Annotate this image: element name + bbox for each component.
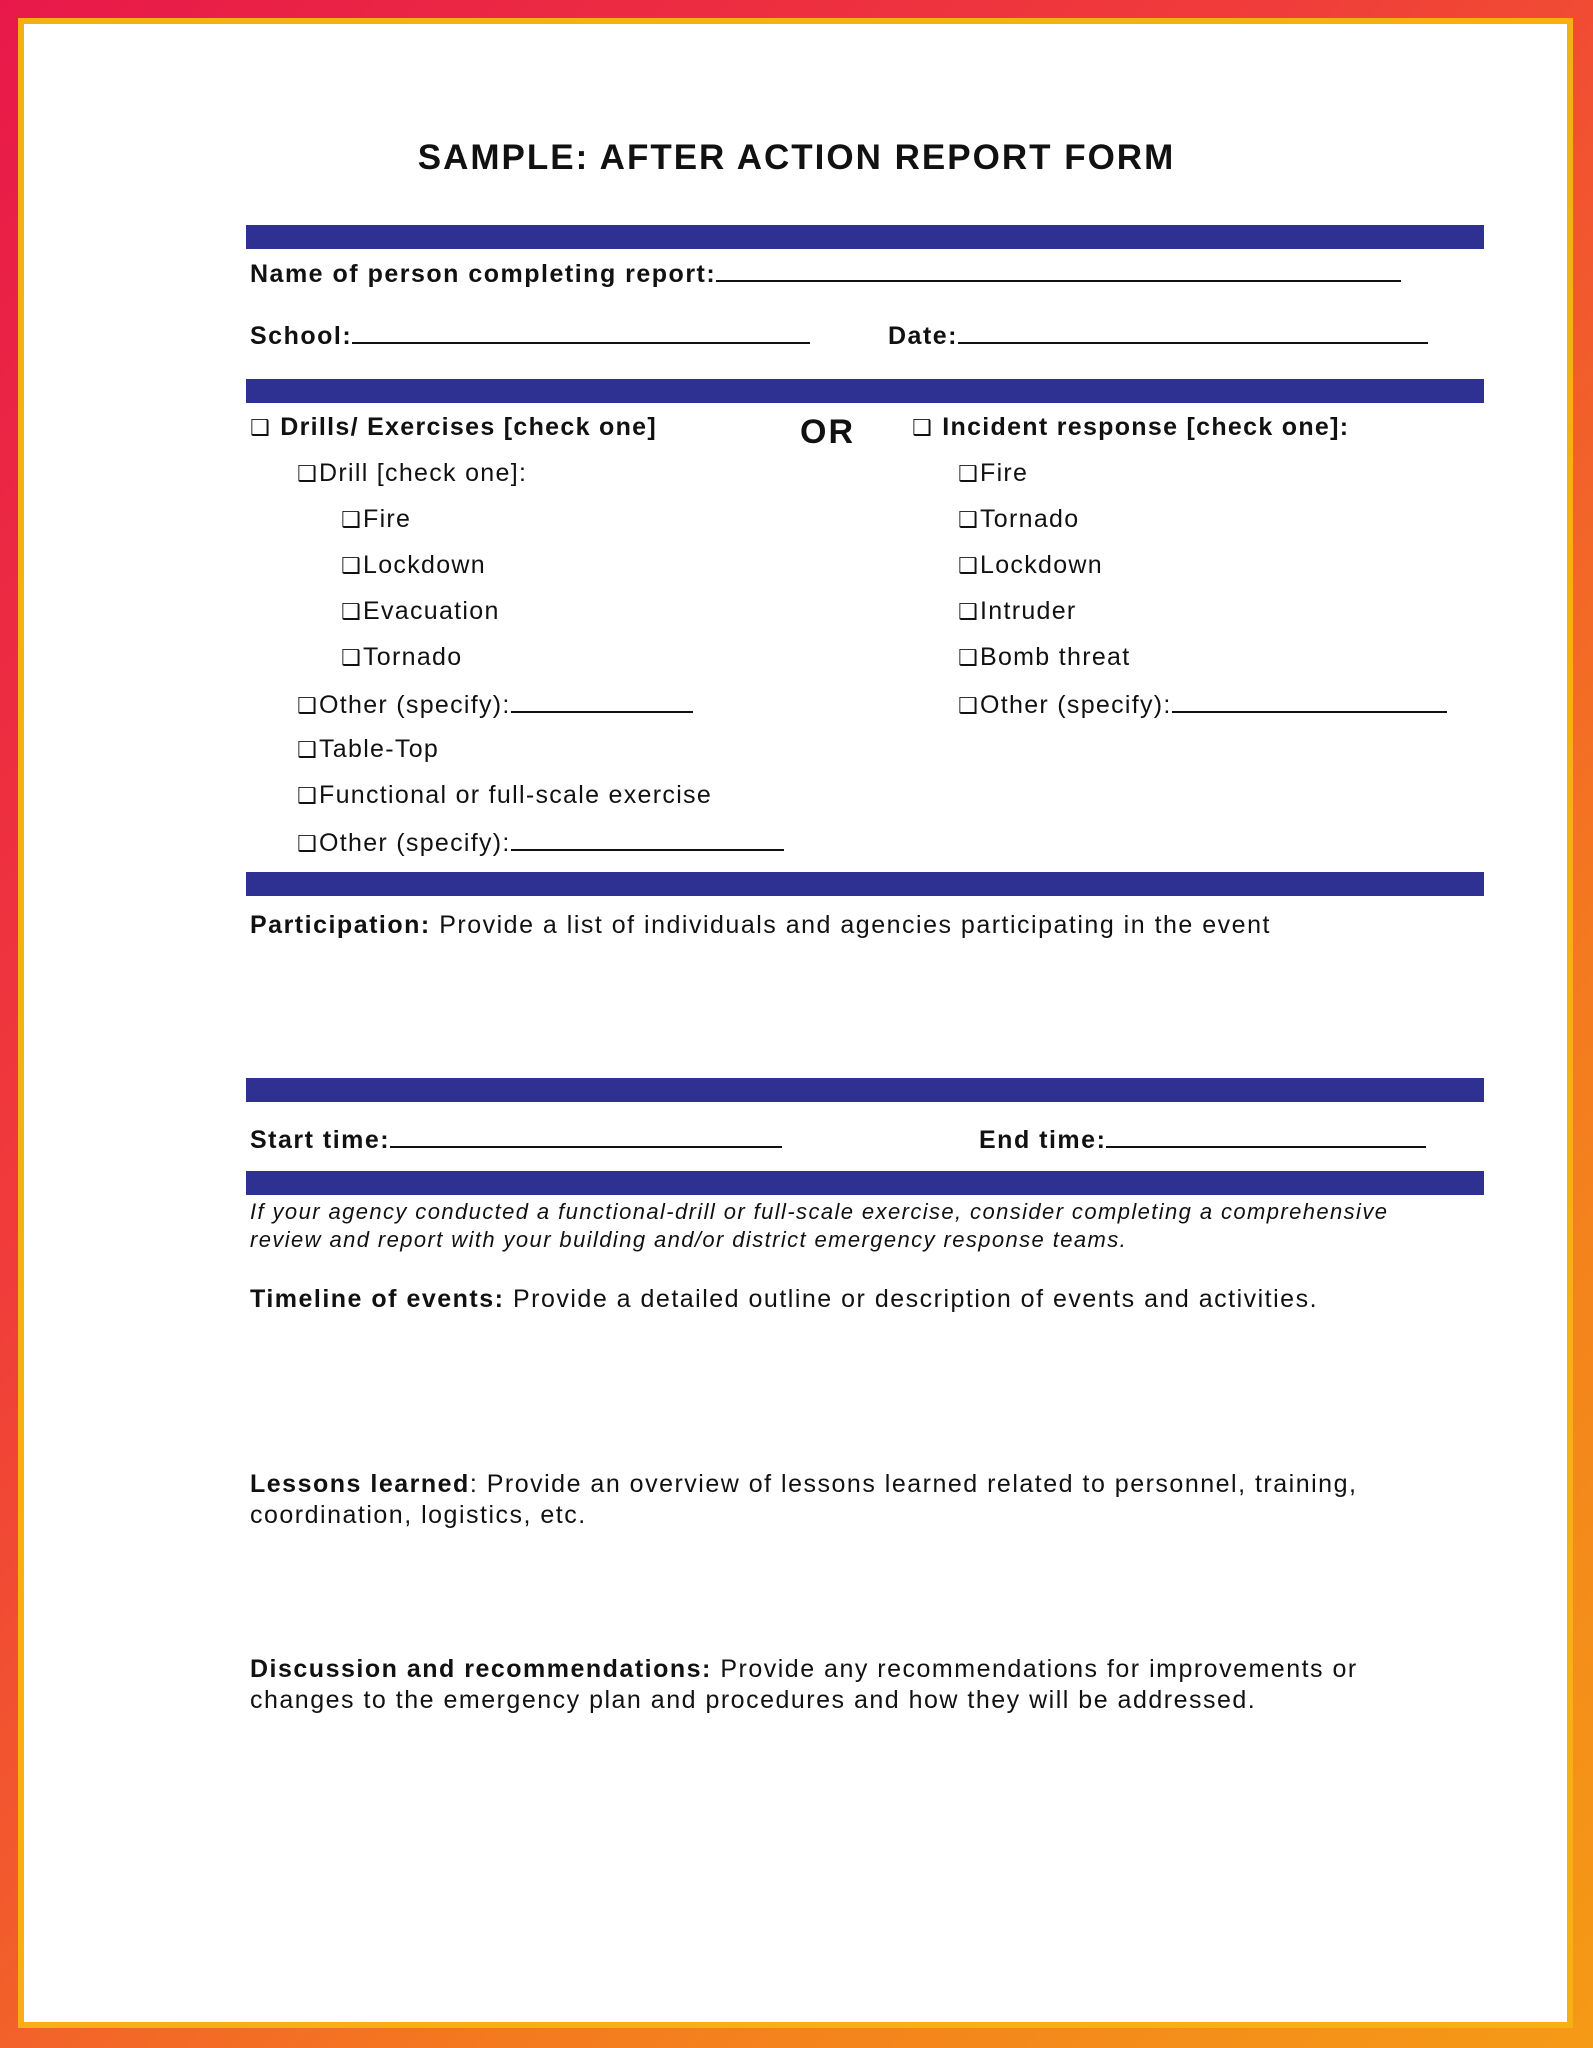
checkbox-icon[interactable]: ❑ xyxy=(958,461,980,486)
tabletop-option[interactable]: ❑Table-Top xyxy=(297,735,440,763)
drills-heading: Drills/ Exercises [check one] xyxy=(280,413,658,441)
checkbox-icon[interactable]: ❑ xyxy=(958,599,980,624)
start-time-input[interactable] xyxy=(390,1124,782,1148)
drill-option[interactable]: ❑Drill [check one]: xyxy=(297,459,528,487)
timeline-label: Timeline of events: xyxy=(250,1285,505,1313)
section-divider xyxy=(246,1171,1484,1195)
end-time-label: End time: xyxy=(979,1126,1107,1154)
incident-bomb-option[interactable]: ❑Bomb threat xyxy=(958,643,1131,671)
timeline-text: Provide a detailed outline or description of events and activities. xyxy=(512,1285,1319,1313)
school-label: School: xyxy=(250,322,353,350)
drill-fire-option[interactable]: ❑Fire xyxy=(341,505,412,533)
checkbox-icon[interactable]: ❑ xyxy=(297,783,319,808)
drill-other-option[interactable]: ❑Other (specify): xyxy=(297,689,693,720)
incident-tornado-option[interactable]: ❑Tornado xyxy=(958,505,1080,533)
end-time-row xyxy=(979,1124,1426,1155)
drill-other-input[interactable] xyxy=(511,689,693,713)
discussion-text-1: Provide any recommendations for improvements or xyxy=(720,1655,1358,1683)
participation-input-area[interactable] xyxy=(250,955,1480,1073)
checkbox-icon[interactable]: ❑ xyxy=(958,507,980,532)
checkbox-icon[interactable]: ❑ xyxy=(912,415,934,440)
checkbox-icon[interactable]: ❑ xyxy=(341,599,363,624)
name-field-row xyxy=(250,258,1401,289)
date-label: Date: xyxy=(888,322,959,350)
section-divider xyxy=(246,379,1484,403)
drill-tornado-option[interactable]: ❑Tornado xyxy=(341,643,463,671)
drill-lockdown-option[interactable]: ❑Lockdown xyxy=(341,551,486,579)
school-input[interactable] xyxy=(352,320,810,344)
participation-row xyxy=(250,911,1271,940)
incident-fire-option[interactable]: ❑Fire xyxy=(958,459,1029,487)
lessons-input-area[interactable] xyxy=(250,1540,1480,1640)
lessons-text-1: : Provide an overview of lessons learned related to personnel, training, xyxy=(469,1470,1358,1498)
lessons-text-2: coordination, logistics, etc. xyxy=(250,1501,587,1529)
incident-other-option[interactable]: ❑Other (specify): xyxy=(958,689,1447,720)
date-field-row xyxy=(888,320,1428,351)
timeline-row xyxy=(250,1285,1318,1314)
participation-text: Provide a list of individuals and agencies participating in the event xyxy=(439,911,1271,939)
school-field-row xyxy=(250,320,810,351)
timeline-input-area[interactable] xyxy=(250,1325,1480,1455)
form-title: SAMPLE: AFTER ACTION REPORT FORM xyxy=(417,138,1176,177)
note-line-2: review and report with your building and/or district emergency response teams. xyxy=(250,1227,1128,1252)
exercise-other-input[interactable] xyxy=(511,827,784,851)
name-input[interactable] xyxy=(716,258,1401,282)
lessons-label: Lessons learned xyxy=(250,1470,470,1498)
incident-heading: Incident response [check one]: xyxy=(942,413,1350,441)
checkbox-icon[interactable]: ❑ xyxy=(297,461,319,486)
checkbox-icon[interactable]: ❑ xyxy=(341,507,363,532)
section-divider xyxy=(246,872,1484,896)
drills-heading-row[interactable] xyxy=(250,413,657,442)
incident-other-input[interactable] xyxy=(1172,689,1447,713)
date-input[interactable] xyxy=(958,320,1428,344)
incident-lockdown-option[interactable]: ❑Lockdown xyxy=(958,551,1103,579)
functional-option[interactable]: ❑Functional or full-scale exercise xyxy=(297,781,713,809)
lessons-row xyxy=(250,1470,1357,1499)
checkbox-icon[interactable]: ❑ xyxy=(297,737,319,762)
discussion-row xyxy=(250,1655,1358,1684)
checkbox-icon[interactable]: ❑ xyxy=(958,553,980,578)
or-label: OR xyxy=(800,413,855,451)
section-divider xyxy=(246,1078,1484,1102)
discussion-text-2: changes to the emergency plan and procedures and how they will be addressed. xyxy=(250,1686,1257,1714)
note-line-1: If your agency conducted a functional-drill or full-scale exercise, consider completing a comprehensive xyxy=(250,1199,1389,1224)
exercise-other-option[interactable]: ❑Other (specify): xyxy=(297,827,784,858)
discussion-input-area[interactable] xyxy=(250,1725,1480,1985)
checkbox-icon[interactable]: ❑ xyxy=(297,831,319,856)
incident-heading-row[interactable] xyxy=(912,413,1349,442)
discussion-label: Discussion and recommendations: xyxy=(250,1655,712,1683)
start-time-row xyxy=(250,1124,782,1155)
participation-label: Participation: xyxy=(250,911,431,939)
end-time-input[interactable] xyxy=(1106,1124,1426,1148)
start-time-label: Start time: xyxy=(250,1126,391,1154)
checkbox-icon[interactable]: ❑ xyxy=(341,553,363,578)
incident-intruder-option[interactable]: ❑Intruder xyxy=(958,597,1077,625)
checkbox-icon[interactable]: ❑ xyxy=(958,645,980,670)
name-label: Name of person completing report: xyxy=(250,260,717,288)
checkbox-icon[interactable]: ❑ xyxy=(297,693,319,718)
checkbox-icon[interactable]: ❑ xyxy=(341,645,363,670)
section-divider xyxy=(246,225,1484,249)
drill-evacuation-option[interactable]: ❑Evacuation xyxy=(341,597,500,625)
checkbox-icon[interactable]: ❑ xyxy=(250,415,272,440)
checkbox-icon[interactable]: ❑ xyxy=(958,693,980,718)
